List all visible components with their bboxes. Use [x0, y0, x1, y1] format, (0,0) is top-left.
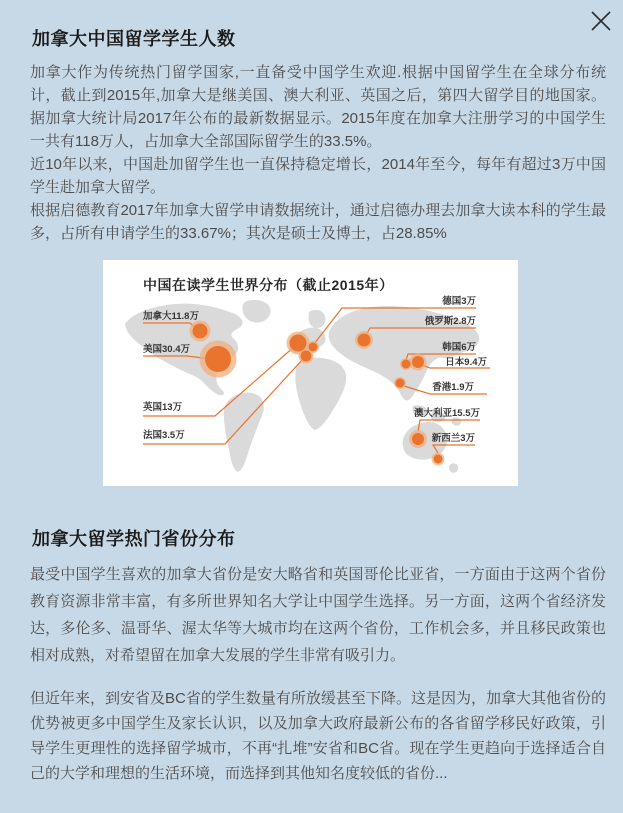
map-label-uk: 英国13万 — [143, 402, 183, 413]
close-icon[interactable] — [588, 8, 614, 34]
bubble-france — [301, 351, 312, 362]
paragraph: 但近年来，到安省及BC省的学生数量有所放缓甚至下降。这是因为，加拿大其他省份的优势被更多中国学生及家长认识，以及加拿大政府最新公布的各省留学移民好政策，引导学生更理性的选择留学城市，不再“扎堆”安省和BC省。现在学生更趋向于选择适合自己的大学和理想的生活环境，而选择到其他知名度较低的省份... — [30, 690, 606, 782]
bubble-japan — [412, 356, 424, 368]
section1-heading: 加拿大中国留学学生人数 — [32, 29, 236, 49]
section2-heading: 加拿大留学热门省份分布 — [32, 529, 236, 549]
paragraph: 加拿大作为传统热门留学国家,一直备受中国学生欢迎.根据中国留学生在全球分布统计，截止到2015年,加拿大是继美国、澳大利亚、英国之后，第四大留学目的地国家。据加拿大统计局2017年公布的最新数据显示。2015年度在加拿大注册学习的中国学生一共有118万人，占加拿大全部国际留学生的33.5%。 — [30, 64, 606, 150]
paragraph: 近10年以来，中国赴加留学生也一直保持稳定增长，2014年至今，每年有超过3万中国学生赴加拿大留学。 — [30, 156, 606, 196]
section1-body — [30, 61, 606, 245]
map-label-newzealand: 新西兰3万 — [431, 433, 475, 444]
map-label-russia: 俄罗斯2.8万 — [424, 316, 476, 327]
continent-greenland — [242, 300, 270, 323]
paragraph: 最受中国学生喜欢的加拿大省份是安大略省和英国哥伦比亚省，一方面由于这两个省份教育资源非常丰富，有多所世界知名大学让中国学生选择。另一方面，这两个省经济发达，多伦多、温哥华、渥太华等大城市均在这两个省份，工作机会多，并且移民政策也相对成熟，对希望留在加拿大发展的学生非常有吸引力。 — [30, 566, 606, 664]
bubble-korea — [402, 360, 411, 369]
bubble-russia — [358, 334, 371, 347]
island-new-zealand — [449, 463, 458, 472]
section2-body-paragraph2 — [30, 686, 606, 786]
infographic-panel — [103, 260, 518, 486]
map-label-usa: 美国30.4万 — [143, 344, 190, 355]
map-label-korea: 韩国6万 — [442, 342, 476, 353]
world-distribution-chart — [103, 260, 518, 486]
map-label-australia: 澳大利亚15.5万 — [414, 408, 480, 419]
bubble-canada — [193, 324, 208, 339]
close-button[interactable] — [588, 8, 614, 34]
bubble-usa — [205, 346, 231, 372]
map-label-germany: 德国3万 — [442, 296, 476, 307]
map-label-france: 法国3.5万 — [143, 430, 185, 441]
map-label-hongkong: 香港1.9万 — [432, 382, 474, 393]
section2-body-paragraph1 — [30, 561, 606, 669]
infographic-title: 中国在读学生世界分布（截止2015年） — [143, 277, 394, 293]
bubble-germany — [309, 343, 318, 352]
continent-africa — [295, 358, 346, 430]
map-label-canada: 加拿大11.8万 — [143, 311, 199, 322]
paragraph: 根据启德教育2017年加拿大留学申请数据统计，通过启德办理去加拿大读本科的学生最多，占所有申请学生的33.67%；其次是硕士及博士，占28.85% — [30, 202, 606, 242]
bubble-australia — [412, 433, 424, 445]
bubble-hongkong — [396, 379, 405, 388]
bubble-uk — [290, 335, 307, 352]
map-label-japan: 日本9.4万 — [445, 357, 487, 368]
continent-scandinavia — [308, 310, 325, 328]
bubble-newzealand — [434, 455, 443, 464]
continent-south-america — [224, 393, 264, 472]
